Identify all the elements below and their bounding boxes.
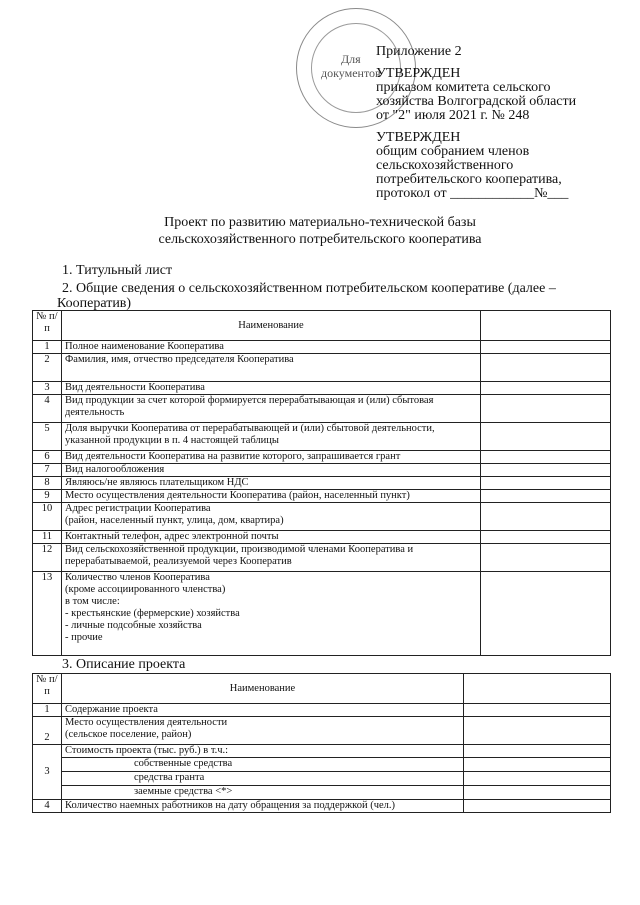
row-name: Являюсь/не являюсь плательщиком НДС xyxy=(62,477,481,490)
table-row xyxy=(33,572,611,656)
row-value-cell[interactable] xyxy=(481,544,611,572)
row-value-cell[interactable] xyxy=(481,395,611,423)
row-value-cell[interactable] xyxy=(481,341,611,354)
row-value-cell[interactable] xyxy=(481,423,611,451)
row-name: Место осуществления деятельности Кооператива (район, населенный пункт) xyxy=(62,490,481,503)
approved2-line3: потребительского кооператива, xyxy=(376,172,562,187)
row-name-line: Количество членов Кооператива xyxy=(65,572,210,583)
table-row xyxy=(33,758,611,772)
row-name: Контактный телефон, адрес электронной почты xyxy=(62,531,481,544)
row-value-cell[interactable] xyxy=(481,451,611,464)
row-num: 2 xyxy=(33,354,62,382)
header-name: Наименование xyxy=(62,311,481,341)
row-num: 11 xyxy=(33,531,62,544)
row-value-cell[interactable] xyxy=(481,531,611,544)
row-name-line: - личные подсобные хозяйства xyxy=(65,620,202,631)
approved1-line2: хозяйства Волгоградской области xyxy=(376,94,577,109)
row-value-cell[interactable] xyxy=(464,745,611,758)
row-value-cell[interactable] xyxy=(464,786,611,800)
row-name-line: - прочие xyxy=(65,632,103,643)
row-value-cell[interactable] xyxy=(481,382,611,395)
table-row xyxy=(33,490,611,503)
row-num: 10 xyxy=(33,503,62,531)
row-num: 3 xyxy=(33,745,62,800)
row-subitem: собственные средства xyxy=(62,758,464,772)
row-name: Вид деятельности Кооператива на развитие которого, запрашивается грант xyxy=(62,451,481,464)
approved2-line1: общим собранием членов xyxy=(376,144,530,159)
row-num: 4 xyxy=(33,395,62,423)
approved2-line2: сельскохозяйственного xyxy=(376,158,514,173)
row-name-line: - крестьянские (фермерские) хозяйства xyxy=(65,608,240,619)
row-value-cell[interactable] xyxy=(464,758,611,772)
header-value xyxy=(464,674,611,704)
header-value xyxy=(481,311,611,341)
row-num: 6 xyxy=(33,451,62,464)
table-row xyxy=(33,341,611,354)
row-value-cell[interactable] xyxy=(464,717,611,745)
table-row xyxy=(33,382,611,395)
header-num: № п/п xyxy=(33,311,62,341)
row-value-cell[interactable] xyxy=(481,503,611,531)
approved1-title: УТВЕРЖДЕН xyxy=(376,66,461,81)
row-name: Вид продукции за счет которой формируется перерабатывающая и (или) сбытовая деятельность xyxy=(62,395,481,423)
document-title-line2: сельскохозяйственного потребительского кооператива xyxy=(158,232,482,247)
row-value-cell[interactable] xyxy=(481,477,611,490)
header-name: Наименование xyxy=(62,674,464,704)
row-num: 13 xyxy=(33,572,62,656)
row-name xyxy=(62,717,464,745)
table-row xyxy=(33,464,611,477)
table-row xyxy=(33,786,611,800)
row-num: 3 xyxy=(33,382,62,395)
table-row xyxy=(33,772,611,786)
cooperative-info-table xyxy=(32,310,611,656)
row-num: 4 xyxy=(33,800,62,813)
row-num: 1 xyxy=(33,341,62,354)
row-num: 5 xyxy=(33,423,62,451)
row-num: 1 xyxy=(33,704,62,717)
row-name: Доля выручки Кооператива от перерабатывающей и (или) сбытовой деятельности, указанной продукции в п. 4 настоящей таблицы xyxy=(62,423,481,451)
approved1-line1: приказом комитета сельского xyxy=(376,80,551,95)
section-2-heading-line2: Кооператив) xyxy=(57,296,132,311)
row-value-cell[interactable] xyxy=(481,354,611,382)
row-name: Количество наемных работников на дату обращения за поддержкой (чел.) xyxy=(62,800,464,813)
row-name xyxy=(62,572,481,656)
row-name-line: в том числе: xyxy=(65,596,120,607)
table-row xyxy=(33,395,611,423)
approved2-line4: протокол от ____________№___ xyxy=(376,186,569,201)
row-num: 12 xyxy=(33,544,62,572)
row-name: Вид налогообложения xyxy=(62,464,481,477)
table-row xyxy=(33,477,611,490)
row-value-cell[interactable] xyxy=(464,704,611,717)
appendix-label: Приложение 2 xyxy=(376,44,462,59)
row-num: 7 xyxy=(33,464,62,477)
row-name xyxy=(62,503,481,531)
row-name-line: (сельское поселение, район) xyxy=(65,729,192,740)
document-title-line1: Проект по развитию материально-технической базы xyxy=(164,215,476,230)
table-row xyxy=(33,423,611,451)
row-name-line: Адрес регистрации Кооператива xyxy=(65,503,211,514)
row-name-line: Место осуществления деятельности xyxy=(65,717,228,728)
row-subitem: заемные средства <*> xyxy=(62,786,464,800)
table-row xyxy=(33,704,611,717)
table-row xyxy=(33,544,611,572)
table-header-row xyxy=(33,311,611,341)
approved2-title: УТВЕРЖДЕН xyxy=(376,130,461,145)
row-name: Содержание проекта xyxy=(62,704,464,717)
approved1-line3: от "2" июля 2021 г. № 248 xyxy=(376,108,530,123)
header-num: № п/п xyxy=(33,674,62,704)
table-row xyxy=(33,531,611,544)
row-value-cell[interactable] xyxy=(464,772,611,786)
row-name: Вид деятельности Кооператива xyxy=(62,382,481,395)
row-name: Вид сельскохозяйственной продукции, производимой членами Кооператива и перерабатываемой, реализуемой через Кооператив xyxy=(62,544,481,572)
stamp-text-line1: Для xyxy=(341,52,361,66)
row-name-line: (район, населенный пункт, улица, дом, квартира) xyxy=(65,515,284,526)
row-num: 2 xyxy=(33,717,62,745)
table-row xyxy=(33,451,611,464)
table-row xyxy=(33,745,611,758)
row-value-cell[interactable] xyxy=(464,800,611,813)
table-row xyxy=(33,800,611,813)
row-num: 9 xyxy=(33,490,62,503)
row-value-cell[interactable] xyxy=(481,490,611,503)
project-description-table xyxy=(32,673,611,813)
row-name: Фамилия, имя, отчество председателя Кооператива xyxy=(62,354,481,382)
stamp-text-line2: документов xyxy=(321,66,381,80)
table-row xyxy=(33,354,611,382)
table-row xyxy=(33,717,611,745)
section-3-heading: 3. Описание проекта xyxy=(62,657,186,672)
row-name-line: (кроме ассоциированного членства) xyxy=(65,584,226,595)
section-2-heading-line1: 2. Общие сведения о сельскохозяйственном потребительском кооперативе (далее – xyxy=(62,281,556,296)
table-header-row xyxy=(33,674,611,704)
row-num: 8 xyxy=(33,477,62,490)
table-row xyxy=(33,503,611,531)
row-name: Полное наименование Кооператива xyxy=(62,341,481,354)
row-name: Стоимость проекта (тыс. руб.) в т.ч.: xyxy=(62,745,464,758)
section-1-heading: 1. Титульный лист xyxy=(62,263,173,278)
row-value-cell[interactable] xyxy=(481,572,611,656)
row-subitem: средства гранта xyxy=(62,772,464,786)
row-value-cell[interactable] xyxy=(481,464,611,477)
